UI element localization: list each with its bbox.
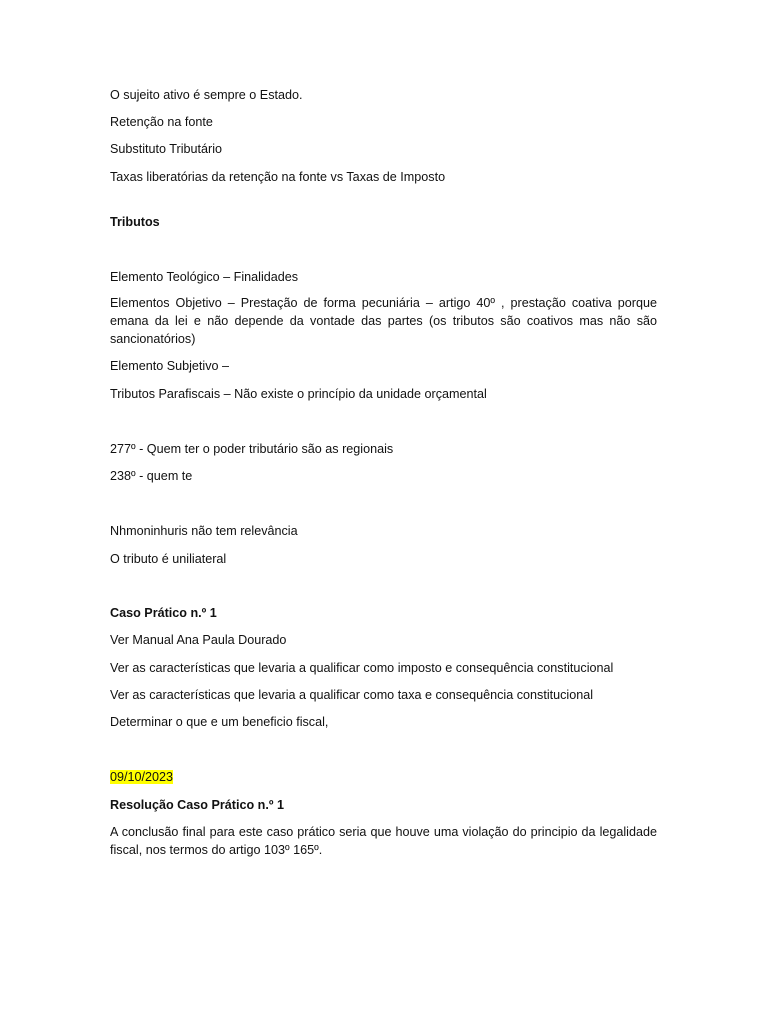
text-line: Elemento Teológico – Finalidades <box>110 270 299 284</box>
text-line: Ver as características que levaria a qualificar como taxa e consequência constitucional <box>110 688 594 702</box>
section-heading-tributos: Tributos <box>110 215 160 229</box>
highlighted-date: 09/10/2023 <box>110 770 174 784</box>
section-heading-caso-pratico: Caso Prático n.º 1 <box>110 606 217 620</box>
text-line: Retenção na fonte <box>110 115 213 129</box>
text-paragraph: Elementos Objetivo – Prestação de forma pecuniária – artigo 40º , prestação coativa porque emana da lei e não depende da vontade das partes (os tributos são coativos mas não são sancionatórios) <box>110 296 657 346</box>
text-line: Substituto Tributário <box>110 142 223 156</box>
text-line: Tributos Parafiscais – Não existe o princípio da unidade orçamental <box>110 387 487 401</box>
text-line: O sujeito ativo é sempre o Estado. <box>110 88 303 102</box>
text-line: 277º - Quem ter o poder tributário são as regionais <box>110 442 394 456</box>
text-line: Elemento Subjetivo – <box>110 359 230 373</box>
section-heading-resolucao: Resolução Caso Prático n.º 1 <box>110 798 284 812</box>
text-line: Ver Manual Ana Paula Dourado <box>110 633 287 647</box>
date-line <box>110 768 657 786</box>
text-line: 238º - quem te <box>110 469 193 483</box>
text-paragraph: A conclusão final para este caso prático seria que houve uma violação do principio da legalidade fiscal, nos termos do artigo 103º 165º. <box>110 825 657 857</box>
text-line: Nhmoninhuris não tem relevância <box>110 524 298 538</box>
text-line: O tributo é uniliateral <box>110 552 227 566</box>
text-line: Determinar o que e um beneficio fiscal, <box>110 715 329 729</box>
text-line: Taxas liberatórias da retenção na fonte vs Taxas de Imposto <box>110 170 446 184</box>
text-line: Ver as características que levaria a qualificar como imposto e consequência constitucional <box>110 661 614 675</box>
